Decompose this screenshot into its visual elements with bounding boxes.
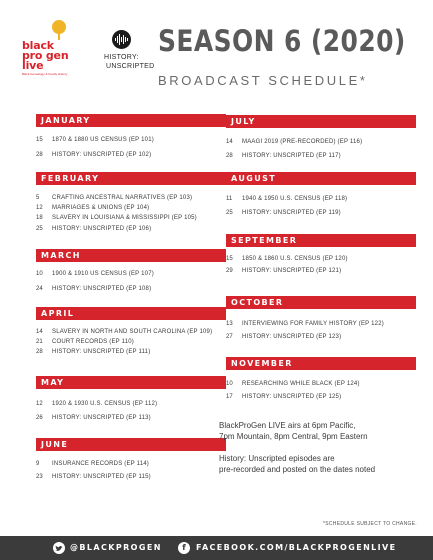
entry-day: 24 <box>36 286 43 292</box>
entry-day: 29 <box>226 268 233 274</box>
schedule-entry <box>226 266 416 276</box>
schedule-entry <box>36 193 226 203</box>
entry-day: 12 <box>36 401 43 407</box>
schedule-entry <box>226 137 416 147</box>
entry-title: HISTORY: UNSCRIPTED (EP 123) <box>242 334 342 340</box>
entry-title: RESEARCHING WHILE BLACK (EP 124) <box>242 381 360 387</box>
schedule-entry <box>36 459 226 469</box>
month-header: APRIL <box>36 307 226 320</box>
entry-title: INTERVIEWING FOR FAMILY HISTORY (EP 122) <box>242 321 384 327</box>
schedule-entry <box>36 337 226 347</box>
month-header: JUNE <box>36 438 226 451</box>
logo-history: HISTORY: <box>104 54 139 61</box>
month-april <box>36 307 226 357</box>
month-january <box>36 114 226 160</box>
entry-title: HISTORY: UNSCRIPTED (EP 119) <box>242 210 341 216</box>
entry-day: 25 <box>226 210 233 216</box>
schedule-entry <box>226 194 416 204</box>
schedule-entry <box>36 399 226 409</box>
schedule-entry <box>226 151 416 161</box>
month-july <box>226 115 416 161</box>
month-header: JANUARY <box>36 114 226 127</box>
entry-day: 25 <box>36 226 43 232</box>
unscripted-line-1: History: Unscripted episodes are <box>219 454 335 463</box>
entry-title: HISTORY: UNSCRIPTED (EP 106) <box>52 226 152 232</box>
facebook-f-icon[interactable]: f <box>178 542 190 554</box>
unscripted-info <box>219 453 375 475</box>
entry-day: 27 <box>226 334 233 340</box>
page-title: SEASON 6 (2020) <box>158 24 406 58</box>
entry-day: 26 <box>36 415 43 421</box>
month-header: MAY <box>36 376 226 389</box>
schedule-entry <box>36 347 226 357</box>
entry-day: 28 <box>226 153 233 159</box>
month-june <box>36 438 226 482</box>
entry-day: 15 <box>36 137 43 143</box>
month-header: MARCH <box>36 249 226 262</box>
entry-title: 1920 & 1930 U.S. CENSUS (EP 112) <box>52 401 158 407</box>
twitter-bird-icon[interactable] <box>53 542 65 554</box>
entry-title: HISTORY: UNSCRIPTED (EP 111) <box>52 349 151 355</box>
entry-day: 13 <box>226 321 233 327</box>
entry-day: 9 <box>36 461 40 467</box>
footer-bar <box>0 536 433 560</box>
entry-title: SLAVERY IN LOUISIANA & MISSISSIPPI (EP 105) <box>52 215 197 221</box>
history-unscripted-logo <box>104 30 154 74</box>
blackprogen-live-logo <box>22 20 84 76</box>
schedule-entry <box>226 379 416 389</box>
month-header: SEPTEMBER <box>226 234 416 247</box>
facebook-page-link[interactable]: FACEBOOK.COM/BLACKPROGENLIVE <box>196 543 397 552</box>
entry-title: HISTORY: UNSCRIPTED (EP 108) <box>52 286 152 292</box>
entry-title: 1870 & 1880 US CENSUS (EP 101) <box>52 137 154 143</box>
schedule-entry <box>36 213 226 223</box>
microphone-icon <box>52 20 66 34</box>
page-subtitle: BROADCAST SCHEDULE* <box>158 73 368 88</box>
schedule-entry <box>226 319 416 329</box>
schedule-entry <box>226 332 416 342</box>
airtime-line-2: 7pm Mountain, 8pm Central, 9pm Eastern <box>219 432 368 441</box>
entry-day: 21 <box>36 339 43 345</box>
entry-day: 23 <box>36 474 43 480</box>
schedule-entry <box>36 135 226 145</box>
entry-title: HISTORY: UNSCRIPTED (EP 102) <box>52 152 152 158</box>
schedule-entry <box>226 208 416 218</box>
schedule-entry <box>226 392 416 402</box>
logo-unscripted: UNSCRIPTED <box>106 63 155 70</box>
month-header: JULY <box>226 115 416 128</box>
schedule-entry <box>36 413 226 423</box>
airtime-info <box>219 420 368 442</box>
entry-title: HISTORY: UNSCRIPTED (EP 113) <box>52 415 151 421</box>
airtime-line-1: BlackProGen LIVE airs at 6pm Pacific, <box>219 421 356 430</box>
unscripted-line-2: pre-recorded and posted on the dates noted <box>219 465 376 474</box>
schedule-entry <box>36 284 226 294</box>
entry-title: 1850 & 1860 U.S. CENSUS (EP 120) <box>242 256 348 262</box>
entry-title: HISTORY: UNSCRIPTED (EP 121) <box>242 268 342 274</box>
entry-title: 1900 & 1910 US CENSUS (EP 107) <box>52 271 154 277</box>
logo-word-live: live <box>22 59 44 72</box>
schedule-disclaimer: *SCHEDULE SUBJECT TO CHANGE. <box>323 521 417 527</box>
entry-day: 18 <box>36 215 43 221</box>
schedule-entry <box>36 269 226 279</box>
schedule-entry <box>36 203 226 213</box>
entry-title: MARRIAGES & UNIONS (EP 104) <box>52 205 150 211</box>
logo-word-progen: pro gen <box>22 49 69 62</box>
month-november <box>226 357 416 402</box>
month-header: NOVEMBER <box>226 357 416 370</box>
schedule-entry <box>36 224 226 234</box>
entry-day: 28 <box>36 152 43 158</box>
entry-title: COURT RECORDS (EP 110) <box>52 339 134 345</box>
entry-title: HISTORY: UNSCRIPTED (EP 125) <box>242 394 342 400</box>
entry-day: 10 <box>36 271 43 277</box>
entry-day: 14 <box>36 329 43 335</box>
entry-day: 5 <box>36 195 40 201</box>
entry-day: 11 <box>226 196 233 202</box>
month-february <box>36 172 226 234</box>
month-september <box>226 234 416 276</box>
entry-day: 28 <box>36 349 43 355</box>
month-march <box>36 249 226 294</box>
entry-day: 14 <box>226 139 233 145</box>
schedule-entry <box>226 254 416 264</box>
schedule-entry <box>36 150 226 160</box>
logo-tagline: Black Genealogy & Family History <box>22 72 68 76</box>
soundwave-icon <box>112 30 131 49</box>
entry-title: MAAGI 2019 (PRE-RECORDED) (EP 116) <box>242 139 363 145</box>
entry-day: 10 <box>226 381 233 387</box>
entry-day: 17 <box>226 394 233 400</box>
month-may <box>36 376 226 423</box>
entry-day: 12 <box>36 205 43 211</box>
month-header: OCTOBER <box>226 296 416 309</box>
month-header: AUGUST <box>226 172 416 185</box>
twitter-handle-link[interactable]: @BLACKPROGEN <box>70 543 162 552</box>
entry-title: SLAVERY IN NORTH AND SOUTH CAROLINA (EP 109) <box>52 329 213 335</box>
schedule-entry <box>36 472 226 482</box>
entry-title: 1940 & 1950 U.S. CENSUS (EP 118) <box>242 196 348 202</box>
entry-title: CRAFTING ANCESTRAL NARRATIVES (EP 103) <box>52 195 193 201</box>
entry-day: 15 <box>226 256 233 262</box>
month-august <box>226 172 416 218</box>
entry-title: INSURANCE RECORDS (EP 114) <box>52 461 149 467</box>
month-header: FEBRUARY <box>36 172 226 185</box>
schedule-entry <box>36 327 226 337</box>
entry-title: HISTORY: UNSCRIPTED (EP 115) <box>52 474 151 480</box>
logo-word-black: black <box>22 39 54 52</box>
month-october <box>226 296 416 342</box>
entry-title: HISTORY: UNSCRIPTED (EP 117) <box>242 153 341 159</box>
